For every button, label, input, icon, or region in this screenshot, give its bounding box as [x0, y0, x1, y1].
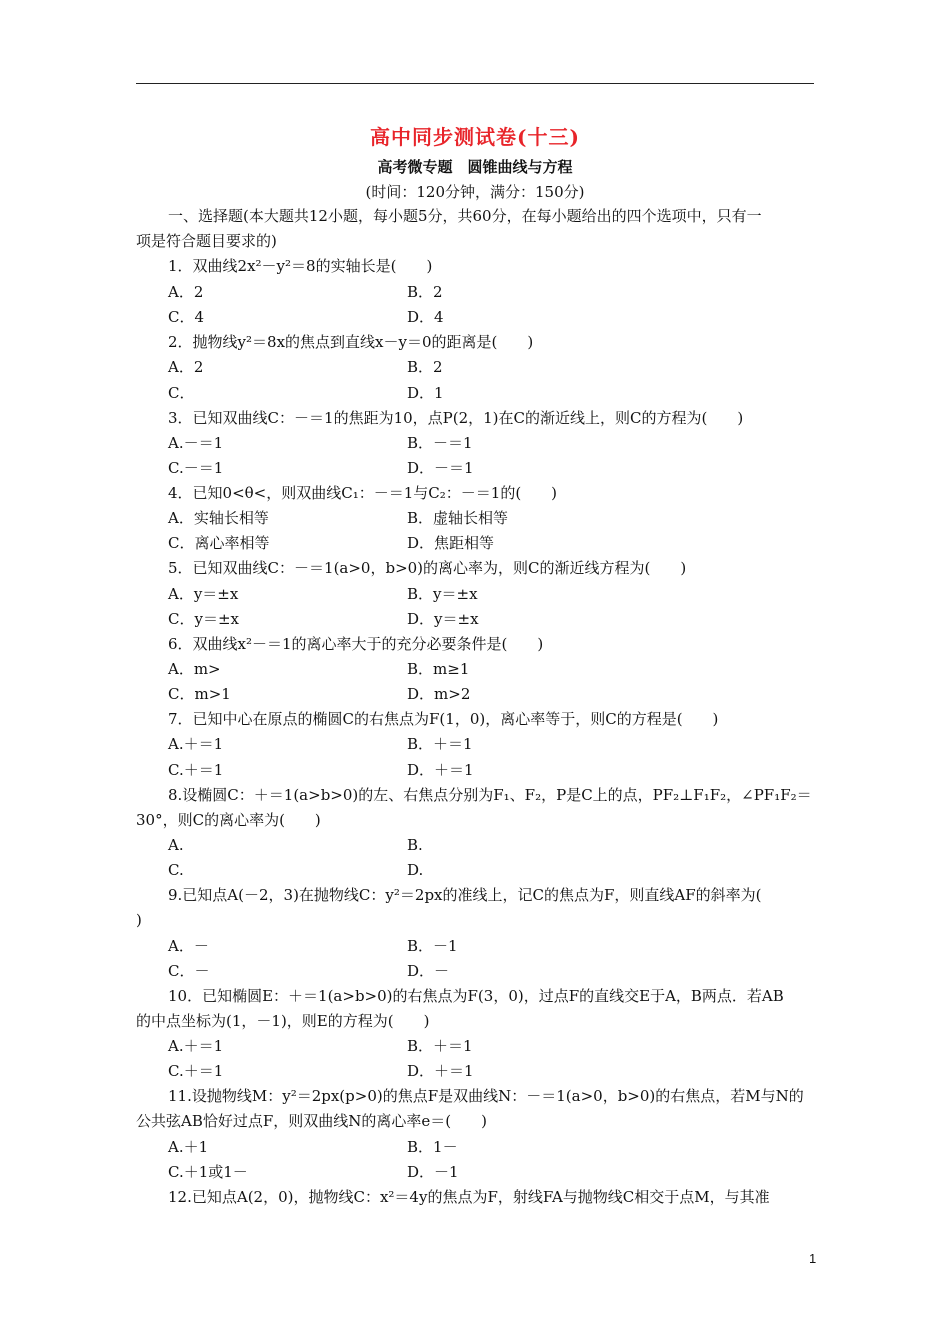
question-stem: 5．已知双曲线C：－＝1(a>0，b>0)的离心率为，则C的渐近线方程为( ): [168, 559, 687, 577]
section-heading: 一、选择题(本大题共12小题，每小题5分，共60分，在每小题给出的四个选项中，只有一: [168, 207, 762, 225]
option-a: A.＋＝1: [168, 735, 224, 753]
option-a: A．y＝±x: [168, 585, 239, 603]
page-title: 高中同步测试卷(十三): [370, 125, 580, 149]
option-b: B．2: [407, 283, 443, 301]
question-stem-cont: 的中点坐标为(1，－1)，则E的方程为( ): [136, 1012, 430, 1030]
question-stem: 11.设抛物线M：y²＝2px(p>0)的焦点F是双曲线N：－＝1(a>0，b>0)的右焦点，若M与N的: [168, 1087, 804, 1105]
option-b: B．y＝±x: [407, 585, 478, 603]
option-b: B．m≥1: [407, 660, 470, 678]
option-b: B．＋＝1: [407, 1037, 473, 1055]
option-a: A.: [168, 836, 184, 854]
question-stem-cont: ): [136, 911, 142, 929]
option-c: C.＋＝1: [168, 1062, 224, 1080]
header-rule: [136, 83, 814, 84]
option-a: A．实轴长相等: [168, 509, 269, 527]
option-a: A．2: [168, 358, 204, 376]
option-d: D．y＝±x: [407, 610, 479, 628]
option-d: D．m>2: [407, 685, 471, 703]
option-c: C．4: [168, 308, 205, 326]
option-a: A．2: [168, 283, 204, 301]
option-b: B．＋＝1: [407, 735, 473, 753]
page-number: 1: [809, 1251, 817, 1266]
option-d: D．4: [407, 308, 444, 326]
option-a: A．m>: [168, 660, 221, 678]
option-c: C.: [168, 861, 184, 879]
option-d: D．1: [407, 384, 444, 402]
option-c: C．: [168, 384, 195, 402]
option-d: D．＋＝1: [407, 761, 474, 779]
option-a: A.＋＝1: [168, 1037, 224, 1055]
question-stem-cont: 30°，则C的离心率为( ): [136, 811, 321, 829]
option-c: C．离心率相等: [168, 534, 270, 552]
option-b: B．－＝1: [407, 434, 473, 452]
option-a: A.－＝1: [168, 434, 224, 452]
page-subtitle: 高考微专题 圆锥曲线与方程: [377, 158, 573, 176]
option-b: B.: [407, 836, 423, 854]
option-d: D．－1: [407, 1163, 459, 1181]
option-d: D.: [407, 861, 424, 879]
option-c: C．m>1: [168, 685, 231, 703]
option-b: B．2: [407, 358, 443, 376]
question-stem: 3．已知双曲线C：－＝1的焦距为10，点P(2，1)在C的渐近线上，则C的方程为( ): [168, 409, 744, 427]
question-stem: 1．双曲线2x²－y²＝8的实轴长是( ): [168, 257, 433, 275]
option-d: D．＋＝1: [407, 1062, 474, 1080]
option-d: D．焦距相等: [407, 534, 495, 552]
question-stem: 8.设椭圆C：＋＝1(a>b>0)的左、右焦点分别为F₁、F₂，P是C上的点，PF₂⊥F₁F₂，∠PF₁F₂＝: [168, 786, 812, 804]
option-a: A．－: [168, 937, 209, 955]
option-b: B．1－: [407, 1138, 458, 1156]
question-stem: 9.已知点A(－2，3)在抛物线C：y²＝2px的准线上，记C的焦点为F，则直线AF的斜率为(: [168, 886, 762, 904]
option-c: C．y＝±x: [168, 610, 239, 628]
question-stem: 7．已知中心在原点的椭圆C的右焦点为F(1，0)，离心率等于，则C的方程是( ): [168, 710, 719, 728]
option-d: D．－＝1: [407, 459, 474, 477]
question-stem: 12.已知点A(2，0)，抛物线C：x²＝4y的焦点为F，射线FA与抛物线C相交于点M，与其准: [168, 1188, 770, 1206]
option-b: B．－1: [407, 937, 458, 955]
option-d: D．－: [407, 962, 450, 980]
option-c: C.－＝1: [168, 459, 224, 477]
option-c: C．－: [168, 962, 210, 980]
question-stem: 6．双曲线x²－＝1的离心率大于的充分必要条件是( ): [168, 635, 544, 653]
question-stem: 2．抛物线y²＝8x的焦点到直线x－y＝0的距离是( ): [168, 333, 534, 351]
question-stem: 10．已知椭圆E：＋＝1(a>b>0)的右焦点为F(3，0)，过点F的直线交E于A，B两点．若AB: [168, 987, 784, 1005]
option-a: A.＋1: [168, 1138, 209, 1156]
option-b: B．虚轴长相等: [407, 509, 509, 527]
section-heading-cont: 项是符合题目要求的): [136, 232, 277, 250]
option-c: C.＋＝1: [168, 761, 224, 779]
question-stem-cont: 公共弦AB恰好过点F，则双曲线N的离心率e＝( ): [136, 1112, 487, 1130]
exam-meta: (时间：120分钟，满分：150分): [365, 183, 585, 201]
question-stem: 4．已知0<θ<，则双曲线C₁：－＝1与C₂：－＝1的( ): [168, 484, 558, 502]
option-c: C.＋1或1－: [168, 1163, 248, 1181]
